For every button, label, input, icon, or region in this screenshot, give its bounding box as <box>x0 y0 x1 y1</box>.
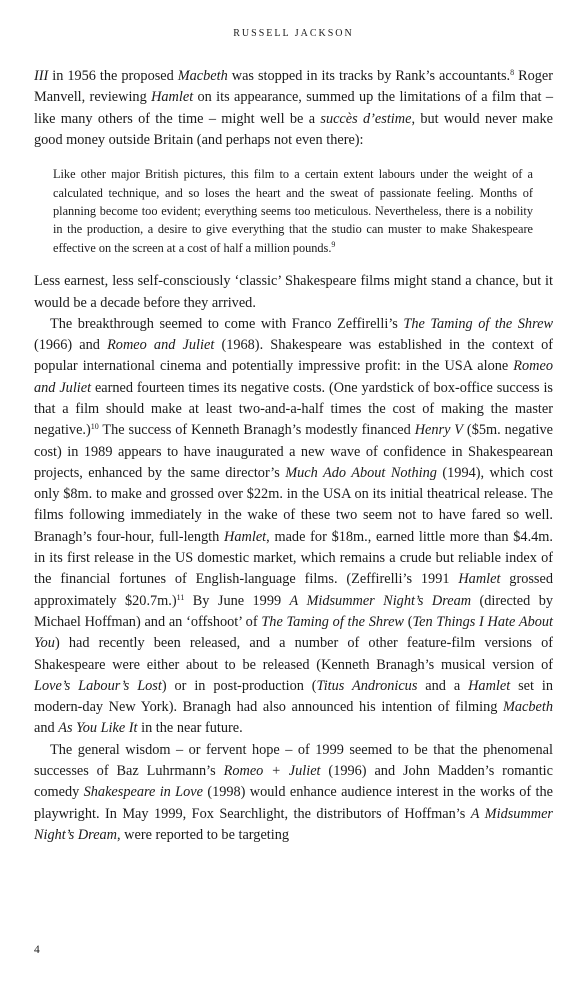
italic-title: A Midsummer Night’s Dream <box>34 805 553 843</box>
text-run: , were reported to be targeting <box>117 826 290 843</box>
text-run: and a <box>417 677 469 694</box>
text-run: The general wisdom – or fervent hope – of 1999 seemed to be that the phenomenal successes of Baz Luhrmann’s <box>34 741 553 780</box>
paragraph-general-wisdom <box>34 740 553 846</box>
italic-title: Hamlet <box>151 89 194 106</box>
text-run: on its appearance, summed up the limitations of a film that – like many others of the time – might well be a <box>34 89 553 127</box>
text-run: Less earnest, less self-consciously ‘classic’ Shakespeare films might stand a chance, but it would be a decade before they arrived. <box>34 273 553 311</box>
text-run: ) or in post-production ( <box>161 677 317 694</box>
quote-text <box>53 165 533 257</box>
running-head: RUSSELL JACKSON <box>233 28 354 39</box>
text-run: ( <box>403 613 413 630</box>
text-run: grossed approximately $20.7m.) <box>34 571 553 609</box>
italic-title: Romeo and Juliet <box>34 358 553 396</box>
text-run: Roger Manvell, reviewing <box>34 68 554 106</box>
italic-title: Romeo + Juliet <box>223 763 321 780</box>
italic-title: A Midsummer Night’s Dream <box>289 592 472 609</box>
paragraph-opening <box>34 66 553 151</box>
italic-title: Henry V <box>414 422 464 439</box>
italic-title: Ten Things I Hate About You <box>34 613 553 652</box>
text-run: set in modern-day New York). Branagh had also announced his intention of filming <box>34 677 554 716</box>
text-run: (1968). Shakespeare was established in the context of popular international cinema and potentially impressive profit: in the USA alone <box>34 337 553 375</box>
text-run: earned fourteen times its negative costs. (One yardstick of box-office success is that a film should make at least two-and-a-half times the cost of making the master negative.) <box>34 379 553 439</box>
italic-title: Titus Andronicus <box>316 677 418 694</box>
book-page <box>34 0 553 990</box>
text-run: (1994), which cost only $8m. to make and grossed over $22m. in the USA on its initial theatrical release. The films following immediately in the wake of these two seem not to have fared so well. Branagh’s four-hour, full-length <box>34 464 553 545</box>
block-quote <box>53 165 533 257</box>
text-run: (1966) and <box>34 337 108 354</box>
footnote-ref: 11 <box>176 592 185 602</box>
body-text <box>34 66 553 846</box>
text-run: (directed by Michael Hoffman) and an ‘offshoot’ of <box>34 592 553 630</box>
italic-title: Romeo and Juliet <box>107 337 215 354</box>
text-run: in the near future. <box>137 720 243 737</box>
text-run: Like other major British pictures, this film to a certain extent labours under the weight of a calculated technique, and so loses the heart and the sweat of passionate feeling. Months of planning become too evident; everything seems too meticulous. Nevertheless, there is a nobility in the production, a desire to give everything that the studio can muster to make Shakespeare effective on the screen at a cost of half a million pounds. <box>53 167 533 255</box>
paragraph-breakthrough <box>34 314 553 740</box>
italic-title: Much Ado About Nothing <box>285 464 437 481</box>
italic-title: As You Like It <box>58 720 138 737</box>
italic-title: Hamlet <box>224 528 267 545</box>
paragraph-less-earnest <box>34 271 553 314</box>
text-run: (1998) would enhance audience interest in the works of the playwright. In May 1999, Fox Searchlight, the distributors of Hoffman’s <box>34 784 553 822</box>
text-run: ($5m. negative cost) in 1989 appears to have inaugurated a new wave of confidence in Shakespearean projects, enhanced by the same director’s <box>34 422 554 481</box>
text-run: , but would never make good money outside Britain (and perhaps not even there): <box>34 110 553 148</box>
text-run: (1996) and John Madden’s romantic comedy <box>34 763 553 801</box>
page-number: 4 <box>34 944 40 956</box>
text-run: was stopped in its tracks by Rank’s accountants. <box>227 68 511 84</box>
footnote-ref: 10 <box>90 422 99 432</box>
text-run: The breakthrough seemed to come with Franco Zeffirelli’s <box>50 315 404 332</box>
italic-title: Hamlet <box>468 677 511 694</box>
italic-title: Macbeth <box>502 699 553 716</box>
italic-title: Shakespeare in Love <box>83 784 203 801</box>
text-run: and <box>34 720 59 737</box>
italic-title: Love’s Labour’s Lost <box>34 677 162 694</box>
text-run: By June 1999 <box>184 592 290 609</box>
italic-title: Macbeth <box>177 68 228 84</box>
italic-title: Hamlet <box>458 571 501 588</box>
text-run: in 1956 the proposed <box>48 68 178 84</box>
text-run: ) had recently been released, and a number of other feature-film versions of Shakespeare were either about to be released (Kenneth Branagh’s musical version of <box>34 635 553 673</box>
italic-title: The Taming of the Shrew <box>403 315 553 332</box>
italic-title: succès d’estime <box>320 110 412 127</box>
footnote-ref: 9 <box>331 239 336 249</box>
text-run: , made for $18m., earned little more than $4.4m. in its first release in the US domestic market, which remains a crude but reliable index of the financial fortunes of English-language films. (Zeffirelli’s 1991 <box>34 528 553 588</box>
footnote-ref: 8 <box>510 68 515 77</box>
italic-title: The Taming of the Shrew <box>261 613 404 630</box>
italic-title: III <box>34 68 49 84</box>
text-run: The success of Kenneth Branagh’s modestly financed <box>98 422 415 439</box>
